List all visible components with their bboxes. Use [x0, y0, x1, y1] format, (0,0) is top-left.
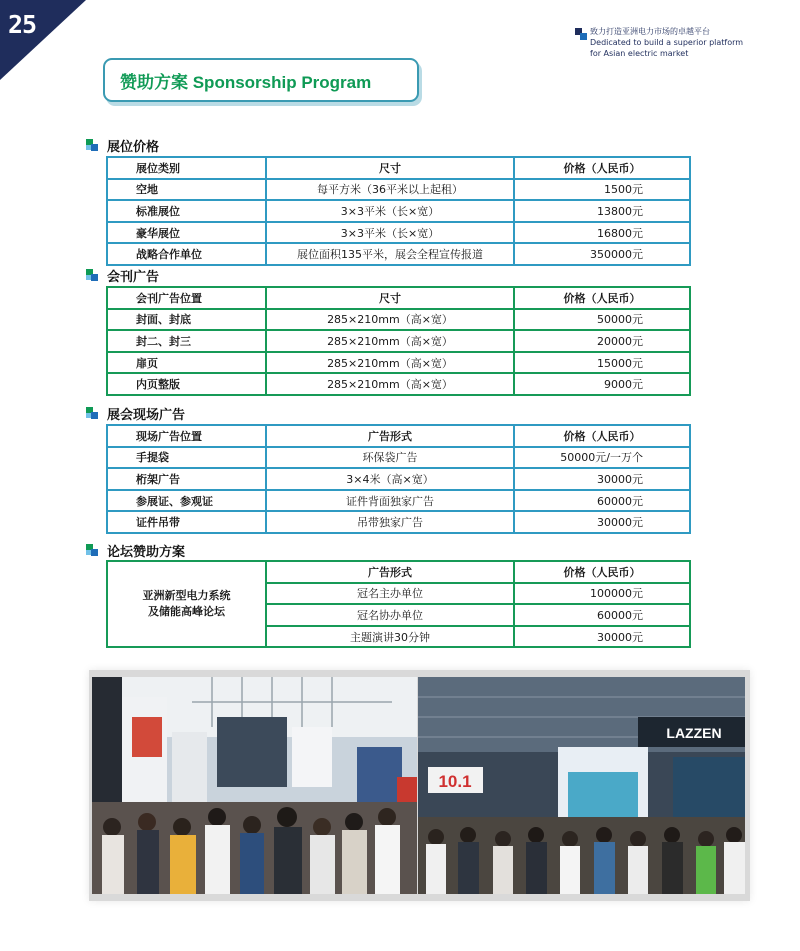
table-header-row — [107, 425, 690, 447]
table-row: 封面、封底 285×210mm（高×宽） 50000元 — [107, 309, 690, 331]
tagline-logo-icon — [575, 28, 587, 40]
section-bullet-icon — [86, 544, 99, 557]
tagline — [575, 26, 775, 59]
column-header: 广告形式 — [266, 561, 514, 583]
table-row: 封二、封三 285×210mm（高×宽） 20000元 — [107, 330, 690, 352]
forum-sponsor-table — [106, 560, 691, 648]
section-bullet-icon — [86, 139, 99, 152]
forum-name-cell — [107, 561, 266, 647]
table-row: 空地 每平方米（36平米以上起租） 1500元 — [107, 179, 690, 201]
column-header: 价格（人民币） — [514, 287, 690, 309]
page-title: 赞助方案 Sponsorship Program — [120, 72, 372, 92]
page-number: 25 — [8, 10, 37, 39]
column-header: 会刊广告位置 — [107, 287, 266, 309]
table-header-row — [107, 561, 690, 583]
column-header: 现场广告位置 — [107, 425, 266, 447]
table-row: 扉页 285×210mm（高×宽） 15000元 — [107, 352, 690, 374]
tagline-cn: 致力打造亚洲电力市场的卓越平台 — [590, 27, 710, 36]
title-box — [103, 58, 419, 102]
brand-sign: LAZZEN — [666, 725, 722, 741]
column-header: 价格（人民币） — [514, 157, 690, 179]
table-row: 豪华展位 3×3平米（长×宽） 16800元 — [107, 222, 690, 244]
onsite-ad-table — [106, 424, 691, 534]
table-row: 证件吊带 吊带独家广告 30000元 — [107, 511, 690, 533]
table-row: 手提袋 环保袋广告 50000元/一万个 — [107, 447, 690, 469]
table-row: 冠名主办单位 100000元 — [107, 583, 690, 605]
section-bullet-icon — [86, 269, 99, 282]
journal-ad-table — [106, 286, 691, 396]
section-forum-heading: 论坛赞助方案 — [86, 542, 185, 558]
exhibition-photo-right — [418, 677, 745, 894]
section-booth-heading: 展位价格 — [86, 137, 159, 153]
table-header-row — [107, 157, 690, 179]
table-row: 战略合作单位 展位面积135平米，展会全程宣传报道 350000元 — [107, 243, 690, 265]
column-header: 价格（人民币） — [514, 425, 690, 447]
column-header: 价格（人民币） — [514, 561, 690, 583]
table-row: 桁架广告 3×4米（高×宽） 30000元 — [107, 468, 690, 490]
tagline-en-1: Dedicated to build a superior platform — [590, 38, 744, 47]
forum-name-line: 及储能高峰论坛 — [148, 605, 225, 619]
section-journal-heading: 会刊广告 — [86, 267, 159, 283]
table-header-row — [107, 287, 690, 309]
column-header: 尺寸 — [266, 157, 514, 179]
table-row: 参展证、参观证 证件背面独家广告 60000元 — [107, 490, 690, 512]
section-bullet-icon — [86, 407, 99, 420]
section-onsite-heading: 展会现场广告 — [86, 405, 185, 421]
page-corner — [0, 0, 86, 80]
tagline-en-2: for Asian electric market — [590, 49, 689, 58]
booth-price-table — [106, 156, 691, 266]
table-row: 标准展位 3×3平米（长×宽） 13800元 — [107, 200, 690, 222]
table-row: 内页整版 285×210mm（高×宽） 9000元 — [107, 373, 690, 395]
hall-sign: 10.1 — [438, 772, 472, 791]
table-row: 主题演讲30分钟 30000元 — [107, 626, 690, 648]
exhibition-photos — [89, 670, 750, 901]
column-header: 广告形式 — [266, 425, 514, 447]
table-row: 冠名协办单位 60000元 — [107, 604, 690, 626]
forum-name-line: 亚洲新型电力系统 — [142, 589, 231, 603]
column-header: 展位类别 — [107, 157, 266, 179]
exhibition-photo-left — [92, 677, 417, 894]
column-header: 尺寸 — [266, 287, 514, 309]
